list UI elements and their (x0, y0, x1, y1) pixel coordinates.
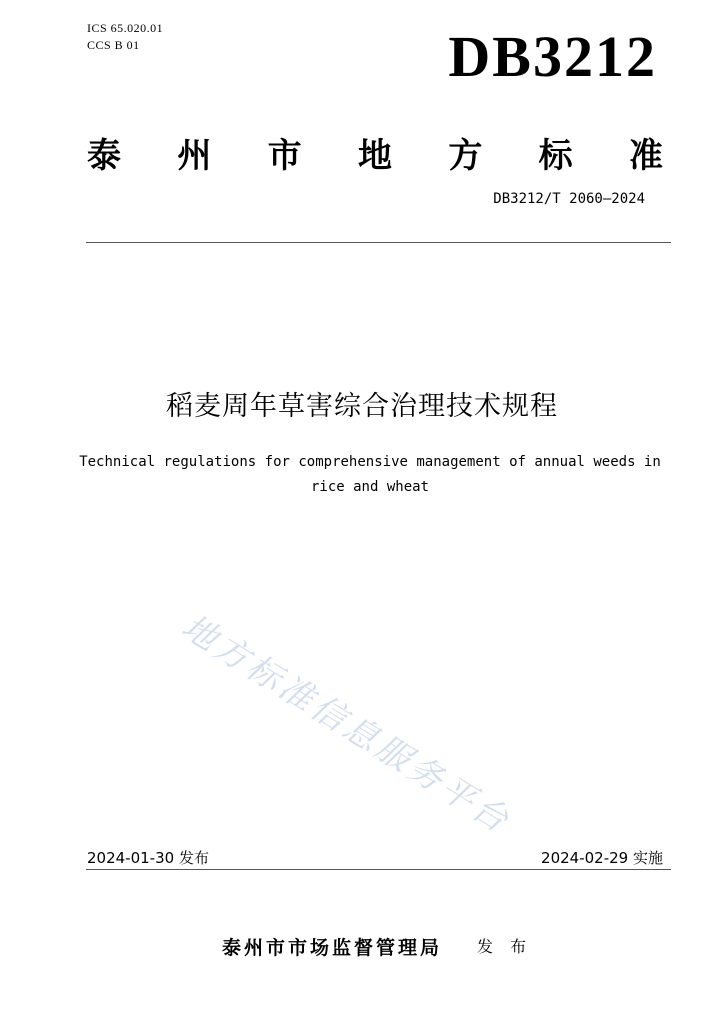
standard-type-char: 地 (357, 135, 392, 176)
watermark: 地方标准信息服务平台 (174, 606, 519, 843)
ics-code: ICS 65.020.01 (87, 21, 164, 35)
document-title-chinese: 稻麦周年草害综合治理技术规程 (166, 391, 558, 422)
standard-number: DB3212/T 2060—2024 (493, 191, 645, 207)
issue-date: 2024-01-30 发布 (87, 849, 209, 867)
standard-type-char: 方 (448, 135, 483, 176)
publisher-name: 泰州市市场监督管理局 (222, 937, 443, 959)
publish-label: 发 布 (477, 937, 533, 956)
standard-type-char: 标 (538, 135, 573, 176)
standard-type-char: 州 (177, 135, 212, 176)
bottom-divider (86, 869, 671, 870)
standard-code-heading: DB3212 (448, 24, 657, 89)
standard-type-heading (87, 130, 663, 174)
standard-type-char: 准 (628, 135, 663, 176)
standard-type-char: 市 (267, 135, 302, 176)
top-divider (86, 242, 671, 243)
implementation-date: 2024-02-29 实施 (541, 849, 663, 867)
standard-type-char: 泰 (87, 135, 121, 176)
document-title-english: Technical regulations for comprehensive management of annual weeds in rice and wheat (79, 454, 661, 495)
ccs-code: CCS B 01 (87, 38, 140, 52)
